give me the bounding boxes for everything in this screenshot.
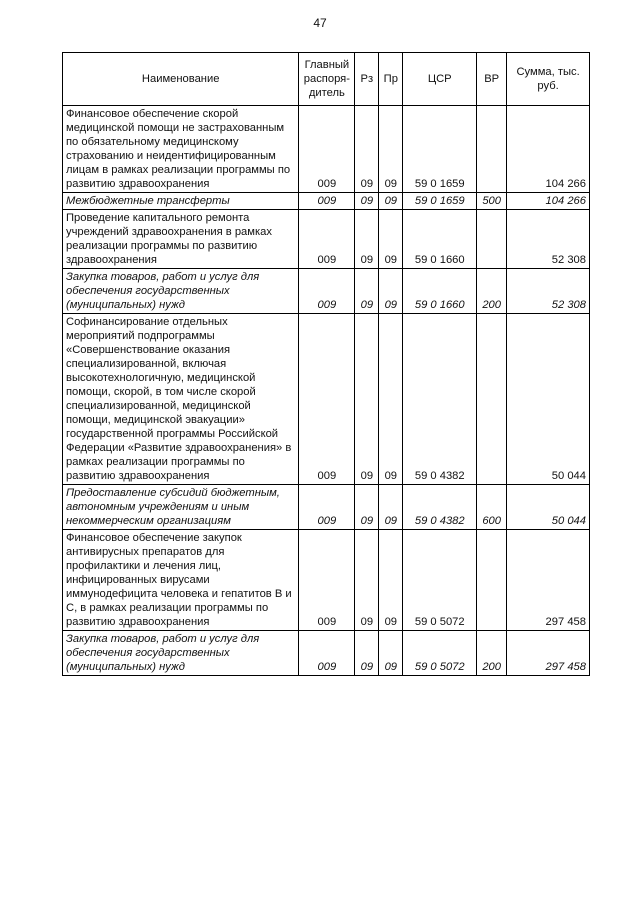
- row-name: Финансовое обеспечение скорой медицинской помощи не застрахованным по обязательному медицинскому страхованию и неидентифицированным лицам в рамках реализации программы по развитию здравоохранения: [63, 106, 299, 193]
- table-row: [63, 269, 590, 314]
- row-pr: 09: [379, 485, 403, 530]
- table-row: [63, 106, 590, 193]
- row-sum: 50 044: [507, 314, 590, 485]
- row-vr: 200: [477, 631, 507, 676]
- row-pr: 09: [379, 106, 403, 193]
- row-rz: 09: [355, 193, 379, 210]
- row-sum: 52 308: [507, 269, 590, 314]
- table-row: [63, 314, 590, 485]
- header-subsection: Пр: [379, 53, 403, 106]
- row-pr: 09: [379, 210, 403, 269]
- row-sum: 104 266: [507, 193, 590, 210]
- row-csr: 59 0 5072: [403, 631, 477, 676]
- row-sum: 52 308: [507, 210, 590, 269]
- header-sum: Сумма, тыс. руб.: [507, 53, 590, 106]
- row-csr: 59 0 5072: [403, 530, 477, 631]
- row-rz: 09: [355, 210, 379, 269]
- row-vr: [477, 314, 507, 485]
- row-rz: 09: [355, 530, 379, 631]
- row-sum: 297 458: [507, 631, 590, 676]
- row-rz: 09: [355, 106, 379, 193]
- row-rz: 09: [355, 314, 379, 485]
- row-sum: 50 044: [507, 485, 590, 530]
- row-csr: 59 0 1659: [403, 193, 477, 210]
- row-vr: 200: [477, 269, 507, 314]
- table-row: [63, 631, 590, 676]
- row-chief: 009: [299, 193, 355, 210]
- row-rz: 09: [355, 631, 379, 676]
- row-csr: 59 0 1660: [403, 269, 477, 314]
- row-name: Межбюджетные трансферты: [63, 193, 299, 210]
- header-chief-administrator: Главный распоря-дитель: [299, 53, 355, 106]
- row-csr: 59 0 4382: [403, 485, 477, 530]
- row-rz: 09: [355, 269, 379, 314]
- table-header-row: [63, 53, 590, 106]
- row-chief: 009: [299, 314, 355, 485]
- row-vr: 500: [477, 193, 507, 210]
- header-section: Рз: [355, 53, 379, 106]
- table-row: [63, 193, 590, 210]
- header-name: Наименование: [63, 53, 299, 106]
- row-name: Предоставление субсидий бюджетным, автономным учреждениям и иным некоммерческим организациям: [63, 485, 299, 530]
- row-pr: 09: [379, 269, 403, 314]
- row-csr: 59 0 1660: [403, 210, 477, 269]
- table-row: [63, 210, 590, 269]
- row-chief: 009: [299, 269, 355, 314]
- page-number: 47: [313, 16, 327, 30]
- row-chief: 009: [299, 106, 355, 193]
- table-row: [63, 485, 590, 530]
- header-expense-type: ВР: [477, 53, 507, 106]
- row-rz: 09: [355, 485, 379, 530]
- row-vr: [477, 210, 507, 269]
- header-target-article: ЦСР: [403, 53, 477, 106]
- row-vr: 600: [477, 485, 507, 530]
- row-pr: 09: [379, 530, 403, 631]
- row-name: Закупка товаров, работ и услуг для обеспечения государственных (муниципальных) нужд: [63, 269, 299, 314]
- row-chief: 009: [299, 530, 355, 631]
- row-pr: 09: [379, 314, 403, 485]
- row-chief: 009: [299, 631, 355, 676]
- row-chief: 009: [299, 485, 355, 530]
- row-name: Проведение капитального ремонта учреждений здравоохранения в рамках реализации программы по развитию здравоохранения: [63, 210, 299, 269]
- row-sum: 297 458: [507, 530, 590, 631]
- row-csr: 59 0 1659: [403, 106, 477, 193]
- table-row: [63, 530, 590, 631]
- row-pr: 09: [379, 631, 403, 676]
- row-vr: [477, 530, 507, 631]
- row-vr: [477, 106, 507, 193]
- budget-table: [62, 52, 590, 676]
- row-sum: 104 266: [507, 106, 590, 193]
- row-pr: 09: [379, 193, 403, 210]
- row-chief: 009: [299, 210, 355, 269]
- row-csr: 59 0 4382: [403, 314, 477, 485]
- row-name: Финансовое обеспечение закупок антивирусных препаратов для профилактики и лечения лиц, инфицированных вирусами иммунодефицита человека и гепатитов В и С, в рамках реализации программы по развитию здравоохранения: [63, 530, 299, 631]
- row-name: Софинансирование отдельных мероприятий подпрограммы «Совершенствование оказания специализированной, включая высокотехнологичную, медицинской помощи, скорой, в том числе скорой специализированной, медицинской помощи, медицинской эвакуации» государственной программы Российской Федерации «Развитие здравоохранения» в рамках реализации программы по развитию здравоохранения: [63, 314, 299, 485]
- row-name: Закупка товаров, работ и услуг для обеспечения государственных (муниципальных) нужд: [63, 631, 299, 676]
